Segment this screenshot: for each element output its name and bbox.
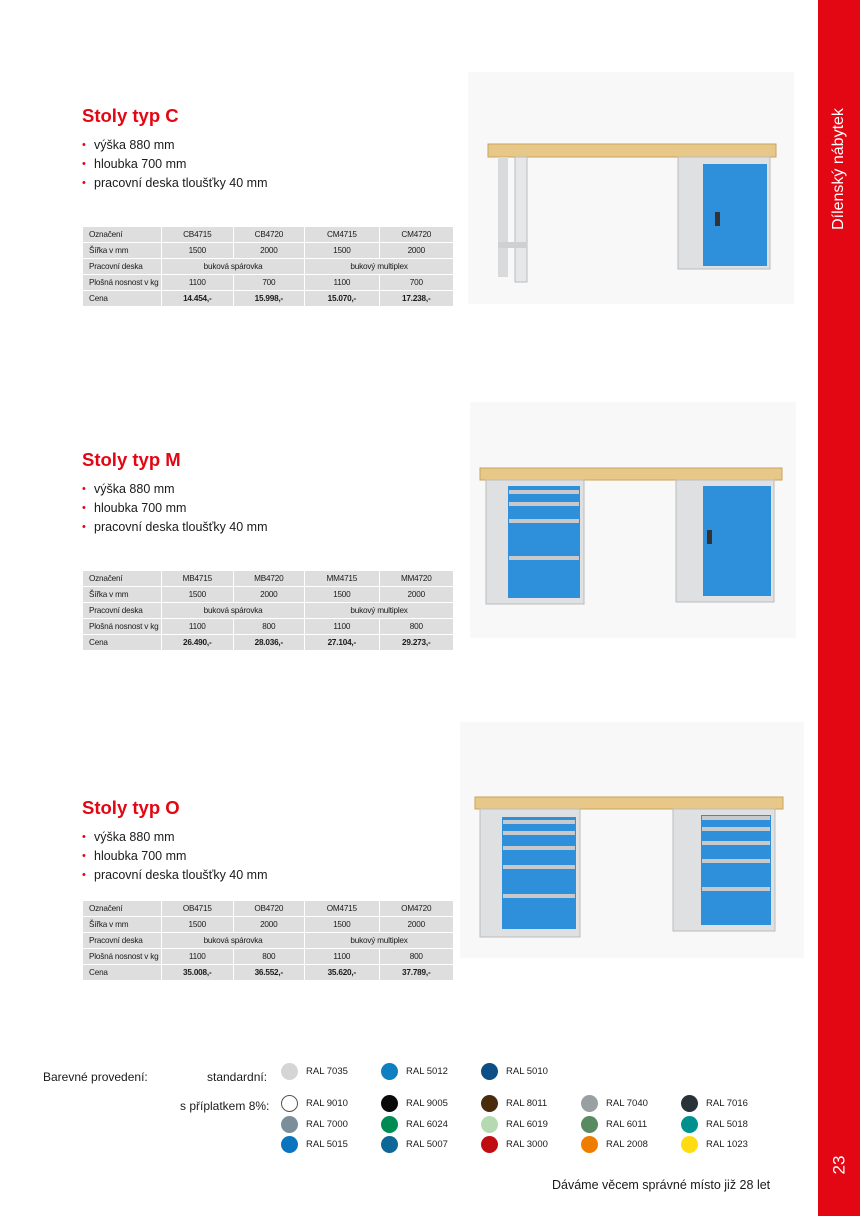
surcharge-label: s příplatkem 8%:	[180, 1099, 270, 1113]
table-cell: 17.238,-	[380, 291, 453, 306]
color-name: RAL 5007	[406, 1139, 448, 1150]
table-cell: CB4715	[162, 227, 233, 242]
table-cell: OM4720	[380, 901, 453, 916]
product-image-type-o	[460, 722, 804, 958]
color-name: RAL 5018	[706, 1118, 748, 1130]
table-cell: bukový multiplex	[305, 603, 453, 618]
color-name: RAL 3000	[506, 1139, 548, 1150]
color-dot-icon	[381, 1136, 398, 1153]
spec-item: • výška 880 mm	[82, 828, 268, 847]
table-cell: 2000	[234, 587, 305, 602]
row-label: Pracovní deska	[83, 933, 161, 948]
color-dot-icon	[481, 1063, 498, 1080]
table-cell: 1500	[305, 587, 378, 602]
spec-list	[82, 480, 268, 537]
section-title: Stoly typ M	[82, 449, 181, 470]
table-cell: 2000	[234, 917, 305, 932]
section-title: Stoly typ C	[82, 105, 179, 126]
table-row	[83, 901, 453, 916]
row-label: Pracovní deska	[83, 603, 161, 618]
row-label: Cena	[83, 635, 161, 650]
color-dot-icon	[281, 1116, 298, 1133]
color-dot-icon	[381, 1116, 398, 1133]
table-row	[83, 965, 453, 980]
workbench-m-illustration	[470, 402, 796, 638]
row-label: Plošná nosnost v kg	[83, 949, 161, 964]
color-name: RAL 2008	[606, 1139, 648, 1150]
row-label: Pracovní deska	[83, 259, 161, 274]
color-swatch	[581, 1136, 648, 1153]
color-dot-icon	[281, 1095, 298, 1112]
table-cell: 2000	[234, 243, 305, 258]
section-type-c	[82, 105, 268, 193]
table-row	[83, 603, 453, 618]
table-cell: 1500	[162, 587, 233, 602]
workbench-c-illustration	[468, 72, 794, 304]
spec-item: • pracovní deska tloušťky 40 mm	[82, 518, 268, 537]
color-dot-icon	[281, 1063, 298, 1080]
color-dot-icon	[681, 1095, 698, 1112]
color-dot-icon	[581, 1095, 598, 1112]
color-dot-icon	[581, 1136, 598, 1153]
table-cell: 1100	[305, 949, 378, 964]
spec-table-m	[82, 570, 454, 651]
spec-item: • výška 880 mm	[82, 480, 268, 499]
table-cell: 2000	[380, 587, 453, 602]
table-cell: 28.036,-	[234, 635, 305, 650]
table-row	[83, 291, 453, 306]
table-cell: OM4715	[305, 901, 378, 916]
table-cell: 1500	[305, 917, 378, 932]
product-image-type-c	[468, 72, 794, 304]
color-options	[0, 1060, 818, 1160]
row-label: Šířka v mm	[83, 917, 161, 932]
sidebar-category	[818, 94, 860, 244]
product-image-type-m	[470, 402, 796, 638]
row-label: Označení	[83, 901, 161, 916]
color-name: RAL 7040	[606, 1098, 648, 1109]
color-swatch	[281, 1095, 348, 1112]
table-row	[83, 587, 453, 602]
table-row	[83, 227, 453, 242]
color-dot-icon	[581, 1116, 598, 1133]
color-name: RAL 7035	[306, 1066, 348, 1077]
color-name: RAL 9010	[306, 1098, 348, 1109]
table-cell: 2000	[380, 917, 453, 932]
table-cell: 36.552,-	[234, 965, 305, 980]
color-name: RAL 9005	[406, 1098, 448, 1109]
color-swatch	[581, 1116, 647, 1133]
color-swatch	[281, 1116, 348, 1133]
workbench-o-illustration	[460, 722, 804, 958]
row-label: Šířka v mm	[83, 243, 161, 258]
footer-slogan: Dáváme věcem správné místo již 28 let	[552, 1178, 771, 1192]
table-cell: 700	[380, 275, 453, 290]
table-cell: 1500	[162, 243, 233, 258]
table-cell: 1100	[162, 619, 233, 634]
color-dot-icon	[481, 1116, 498, 1133]
spec-item: • pracovní deska tloušťky 40 mm	[82, 866, 268, 885]
color-swatch	[281, 1063, 348, 1080]
table-cell: 35.620,-	[305, 965, 378, 980]
table-cell: 2000	[380, 243, 453, 258]
color-dot-icon	[281, 1136, 298, 1153]
table-cell: 15.998,-	[234, 291, 305, 306]
row-label: Označení	[83, 571, 161, 586]
table-cell: 1500	[162, 917, 233, 932]
color-swatch	[381, 1116, 448, 1133]
table-cell: MB4720	[234, 571, 305, 586]
table-cell: buková spárovka	[162, 933, 304, 948]
color-dot-icon	[381, 1095, 398, 1112]
color-name: RAL 7000	[306, 1118, 348, 1130]
colors-title: Barevné provedení:	[43, 1070, 148, 1084]
color-name: RAL 6011	[606, 1118, 648, 1130]
table-cell: bukový multiplex	[305, 259, 453, 274]
color-dot-icon	[481, 1136, 498, 1153]
table-cell: 700	[234, 275, 305, 290]
color-swatch	[381, 1095, 448, 1112]
table-cell: OB4720	[234, 901, 305, 916]
table-cell: 1500	[305, 243, 378, 258]
color-swatch	[481, 1136, 548, 1153]
color-dot-icon	[481, 1095, 498, 1112]
spec-item: • výška 880 mm	[82, 136, 268, 155]
table-cell: 800	[234, 949, 305, 964]
spec-list	[82, 828, 268, 885]
page-number	[818, 1150, 860, 1180]
table-row	[83, 259, 453, 274]
table-cell: 37.789,-	[380, 965, 453, 980]
color-swatch	[281, 1136, 348, 1153]
color-swatch	[481, 1063, 548, 1080]
color-swatch	[381, 1063, 448, 1080]
table-cell: 800	[380, 949, 453, 964]
row-label: Plošná nosnost v kg	[83, 619, 161, 634]
spec-list	[82, 136, 268, 193]
table-cell: 800	[380, 619, 453, 634]
color-dot-icon	[381, 1063, 398, 1080]
table-cell: CM4720	[380, 227, 453, 242]
color-name: RAL 5010	[506, 1066, 548, 1077]
table-row	[83, 635, 453, 650]
color-name: RAL 1023	[706, 1139, 748, 1150]
table-cell: MB4715	[162, 571, 233, 586]
color-name: RAL 6024	[406, 1118, 448, 1130]
spec-table-c	[82, 226, 454, 307]
row-label: Šířka v mm	[83, 587, 161, 602]
table-cell: 1100	[305, 275, 378, 290]
row-label: Cena	[83, 965, 161, 980]
section-type-o	[82, 797, 268, 885]
color-swatch	[681, 1136, 748, 1153]
color-dot-icon	[681, 1116, 698, 1133]
table-row	[83, 949, 453, 964]
spec-item: • hloubka 700 mm	[82, 499, 268, 518]
table-cell: OB4715	[162, 901, 233, 916]
table-cell: 29.273,-	[380, 635, 453, 650]
table-cell: 1100	[162, 949, 233, 964]
table-row	[83, 917, 453, 932]
color-name: RAL 5012	[406, 1066, 448, 1077]
spec-item: • hloubka 700 mm	[82, 847, 268, 866]
table-cell: buková spárovka	[162, 603, 304, 618]
table-cell: buková spárovka	[162, 259, 304, 274]
table-row	[83, 933, 453, 948]
table-cell: 15.070,-	[305, 291, 378, 306]
page-number-text: 23	[828, 1155, 848, 1175]
standard-label: standardní:	[207, 1070, 268, 1084]
table-cell: MM4720	[380, 571, 453, 586]
table-cell: CB4720	[234, 227, 305, 242]
row-label: Označení	[83, 227, 161, 242]
table-cell: 800	[234, 619, 305, 634]
table-cell: CM4715	[305, 227, 378, 242]
color-name: RAL 5015	[306, 1139, 348, 1150]
table-cell: 1100	[162, 275, 233, 290]
table-row	[83, 619, 453, 634]
color-name: RAL 7016	[706, 1098, 748, 1109]
section-type-m	[82, 449, 268, 537]
color-dot-icon	[681, 1136, 698, 1153]
table-row	[83, 275, 453, 290]
table-cell: MM4715	[305, 571, 378, 586]
spec-table-o	[82, 900, 454, 981]
table-cell: 14.454,-	[162, 291, 233, 306]
color-swatch	[681, 1116, 748, 1133]
table-cell: 26.490,-	[162, 635, 233, 650]
sidebar-category-text: Dílenský nábytek	[830, 108, 847, 230]
table-cell: 27.104,-	[305, 635, 378, 650]
color-swatch	[681, 1095, 748, 1112]
section-title: Stoly typ O	[82, 797, 180, 818]
color-name: RAL 6019	[506, 1118, 548, 1130]
spec-item: • pracovní deska tloušťky 40 mm	[82, 174, 268, 193]
color-swatch	[381, 1136, 448, 1153]
table-row	[83, 243, 453, 258]
color-name: RAL 8011	[506, 1098, 548, 1109]
spec-item: • hloubka 700 mm	[82, 155, 268, 174]
table-cell: bukový multiplex	[305, 933, 453, 948]
row-label: Cena	[83, 291, 161, 306]
table-cell: 1100	[305, 619, 378, 634]
row-label: Plošná nosnost v kg	[83, 275, 161, 290]
color-swatch	[481, 1116, 548, 1133]
table-cell: 35.008,-	[162, 965, 233, 980]
color-swatch	[581, 1095, 648, 1112]
table-row	[83, 571, 453, 586]
color-swatch	[481, 1095, 547, 1112]
